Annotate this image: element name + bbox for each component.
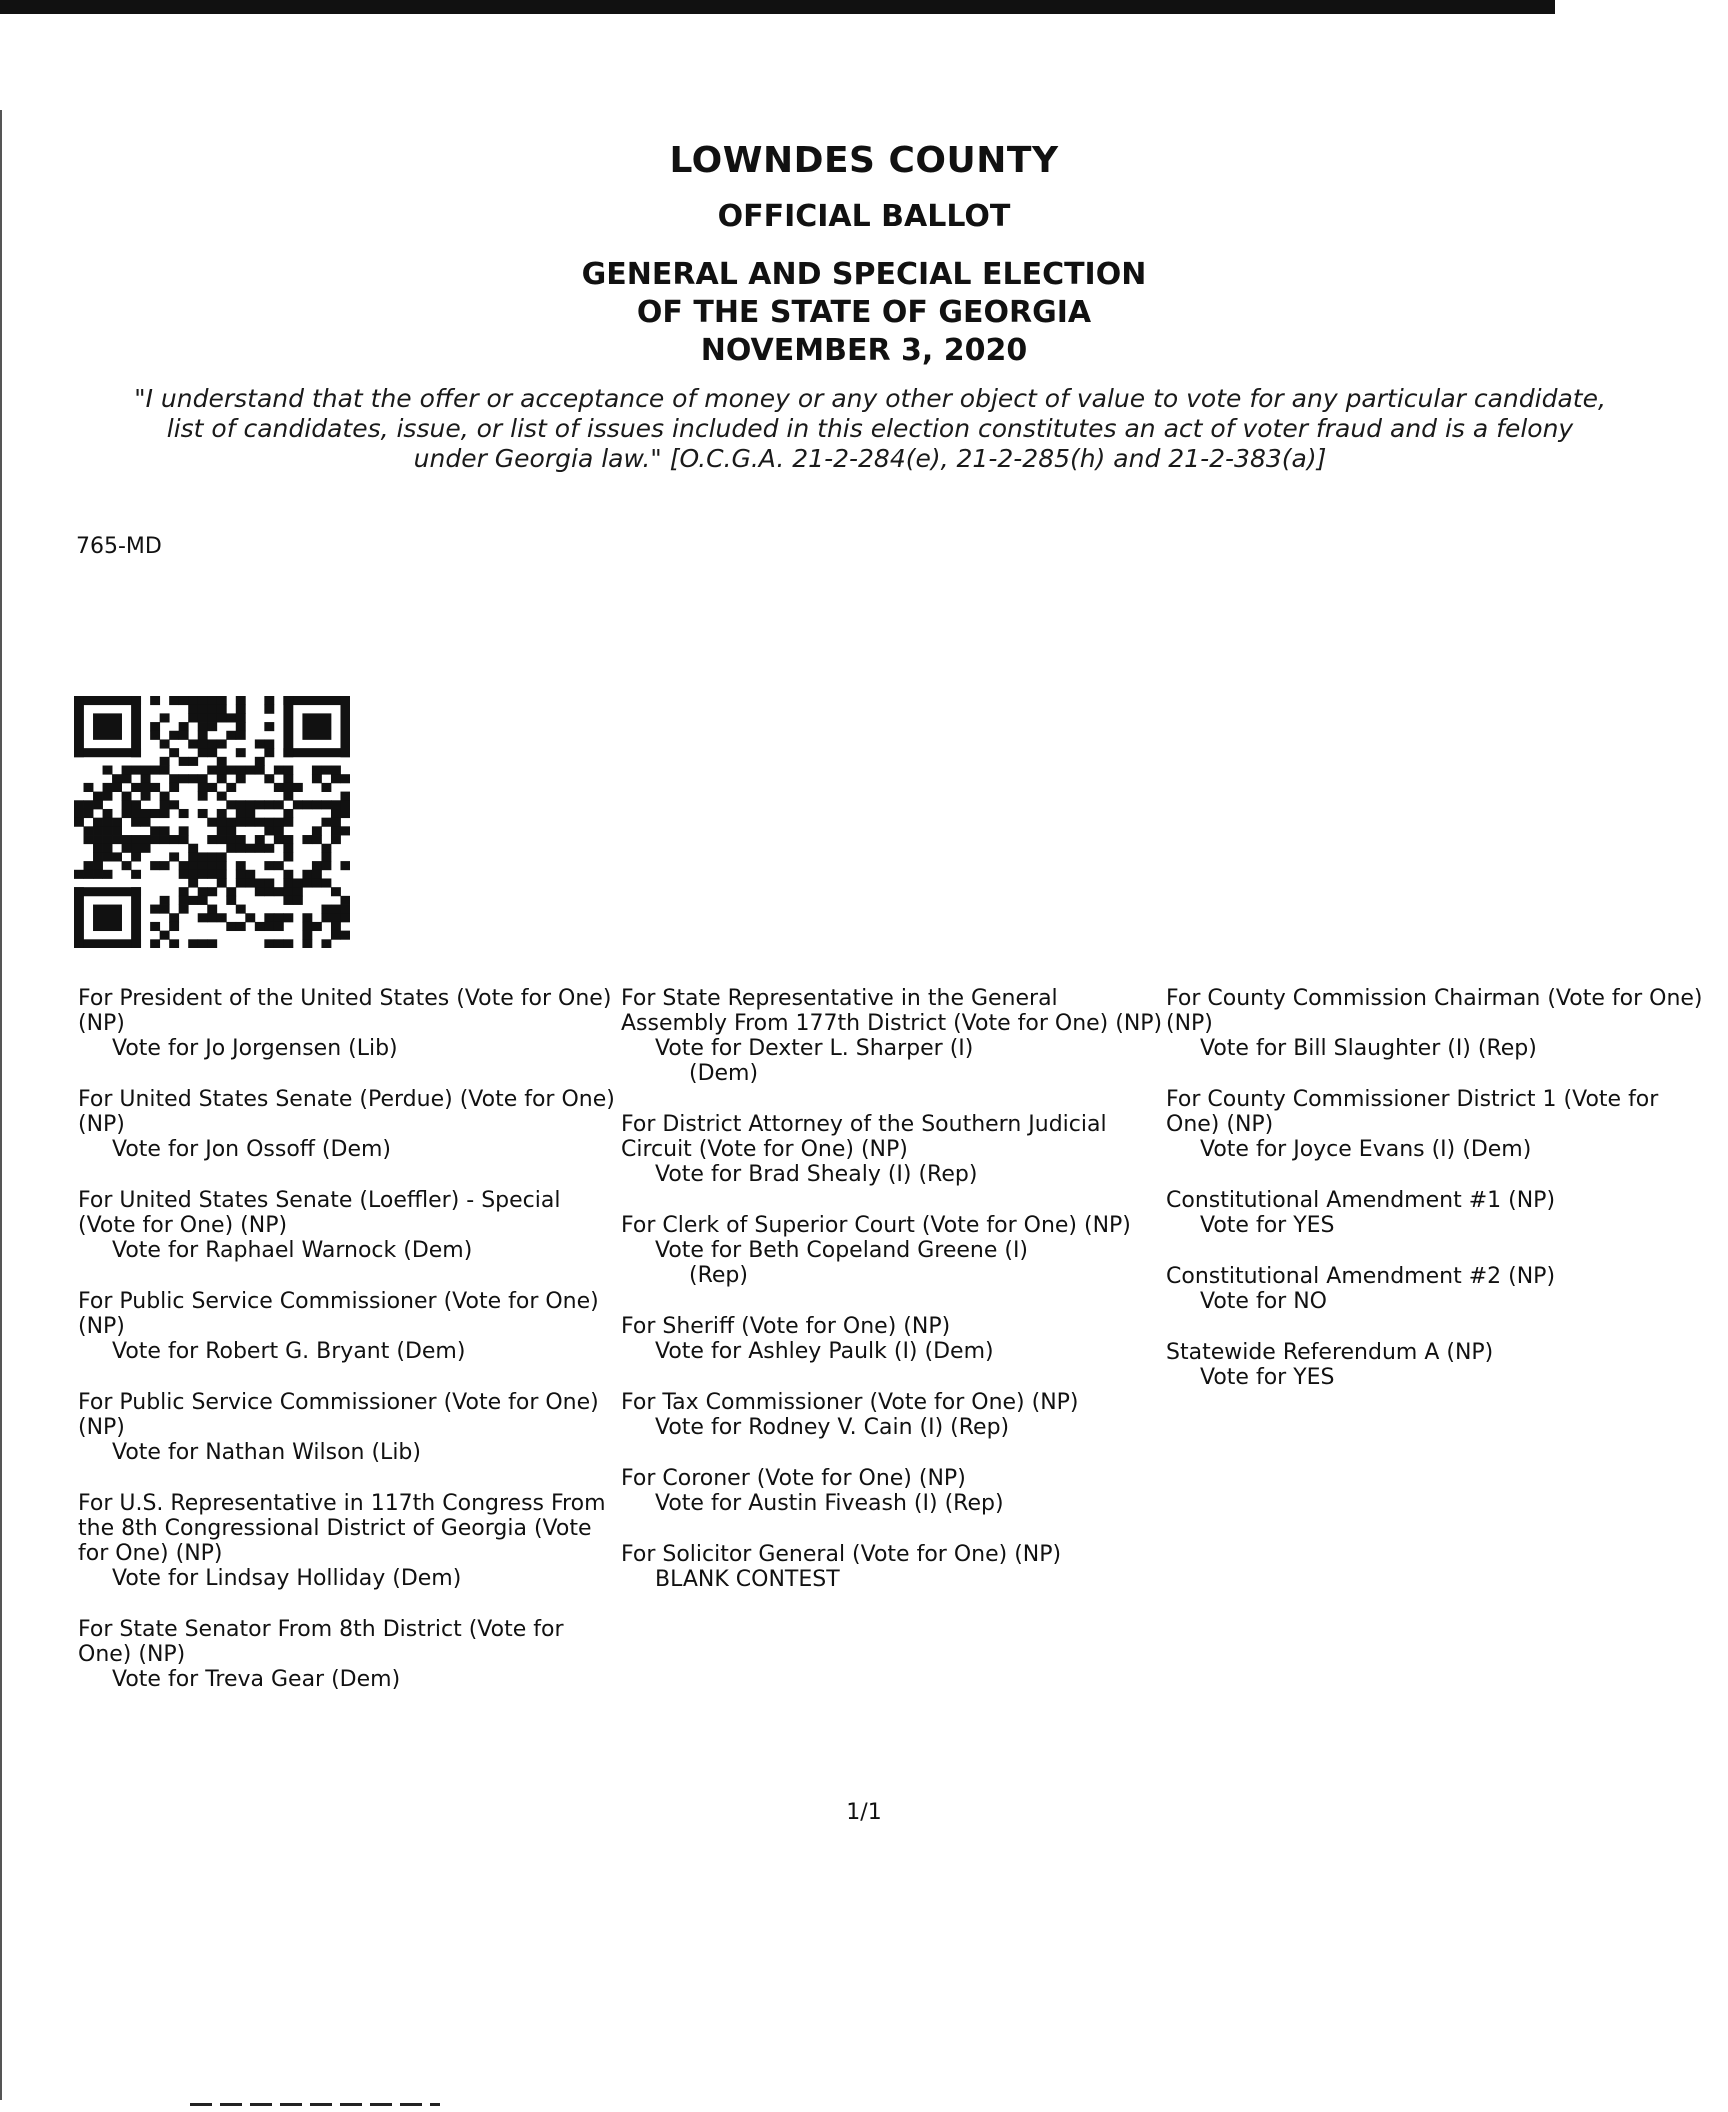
contest-selection: Vote for Lindsay Holliday (Dem): [112, 1566, 462, 1591]
contest: [78, 1390, 618, 1465]
contest-title: For County Commission Chairman (Vote for One) (NP): [1166, 986, 1703, 1036]
contest-title: For Sheriff (Vote for One) (NP): [621, 1314, 951, 1339]
contest-title: For U.S. Representative in 117th Congress From the 8th Congressional District of Georgia (Vote for One) (NP): [78, 1491, 606, 1566]
contest-title: For County Commissioner District 1 (Vote for One) (NP): [1166, 1087, 1659, 1137]
contest-selection: Vote for Brad Shealy (I) (Rep): [655, 1162, 978, 1187]
contest-title: For Public Service Commissioner (Vote for One) (NP): [78, 1390, 599, 1440]
contest-selection: Vote for Ashley Paulk (I) (Dem): [655, 1339, 994, 1364]
contest: [78, 1188, 618, 1263]
contest-title: For State Representative in the General Assembly From 177th District (Vote for One) (NP): [621, 986, 1163, 1036]
contest: [621, 1542, 1166, 1592]
contest-title: For Tax Commissioner (Vote for One) (NP): [621, 1390, 1079, 1415]
contest-title: Statewide Referendum A (NP): [1166, 1340, 1494, 1365]
contest-selection: Vote for Jon Ossoff (Dem): [112, 1137, 392, 1162]
contest: [1166, 1087, 1716, 1162]
contest-selection: Vote for NO: [1200, 1289, 1327, 1314]
election-line-2: OF THE STATE OF GEORGIA: [636, 295, 1092, 330]
contest-title: For Public Service Commissioner (Vote for One) (NP): [78, 1289, 599, 1339]
ballot-type: OFFICIAL BALLOT: [717, 199, 1011, 234]
qr-code-icon: [74, 696, 350, 948]
contest: [1166, 1264, 1716, 1314]
election-date: NOVEMBER 3, 2020: [700, 333, 1028, 368]
contest-title: For Clerk of Superior Court (Vote for One) (NP): [621, 1213, 1131, 1238]
contest-selection: Vote for Nathan Wilson (Lib): [112, 1440, 421, 1465]
contest-column-2: [621, 986, 1166, 1618]
scan-top-border: [0, 0, 1555, 14]
contest: [621, 986, 1166, 1086]
contest: [621, 1314, 1166, 1364]
contest-title: For United States Senate (Loeffler) - Special (Vote for One) (NP): [78, 1188, 561, 1238]
contest: [621, 1390, 1166, 1440]
contest-selection: Vote for Joyce Evans (I) (Dem): [1200, 1137, 1532, 1162]
page-number: 1/1: [846, 1800, 882, 1825]
contest-selection: Vote for Treva Gear (Dem): [112, 1667, 401, 1692]
contest: [621, 1466, 1166, 1516]
contest-selection: Vote for Jo Jorgensen (Lib): [112, 1036, 398, 1061]
contest: [78, 1289, 618, 1364]
contest-title: For Coroner (Vote for One) (NP): [621, 1466, 966, 1491]
contest-selection: Vote for Beth Copeland Greene (I): [655, 1238, 1029, 1263]
contest: [1166, 986, 1716, 1061]
contest-title: For State Senator From 8th District (Vote for One) (NP): [78, 1617, 564, 1667]
contest-selection: Vote for Raphael Warnock (Dem): [112, 1238, 473, 1263]
voter-oath: [70, 384, 1670, 474]
oath-line-1: "I understand that the offer or acceptance of money or any other object of value to vote for any particular candidate,: [134, 384, 1606, 413]
ballot-style-code: 765-MD: [76, 534, 162, 559]
contest-selection: Vote for Rodney V. Cain (I) (Rep): [655, 1415, 1010, 1440]
contest-selection-party: (Rep): [689, 1263, 748, 1288]
contest-column-3: [1166, 986, 1716, 1416]
ballot-header: [0, 140, 1728, 370]
contest-title: For District Attorney of the Southern Judicial Circuit (Vote for One) (NP): [621, 1112, 1107, 1162]
contest-title: Constitutional Amendment #2 (NP): [1166, 1264, 1556, 1289]
oath-line-2: list of candidates, issue, or list of issues included in this election constitutes an act of voter fraud and is a felony: [166, 414, 1574, 443]
contest: [78, 1617, 618, 1692]
oath-line-3: under Georgia law." [O.C.G.A. 21-2-284(e), 21-2-285(h) and 21-2-383(a)]: [413, 444, 1327, 473]
contest: [621, 1112, 1166, 1187]
contest-selection: Vote for YES: [1200, 1213, 1335, 1238]
election-line-1: GENERAL AND SPECIAL ELECTION: [581, 257, 1147, 292]
contest-title: For President of the United States (Vote for One) (NP): [78, 986, 612, 1036]
county-title: LOWNDES COUNTY: [669, 140, 1059, 181]
contest-title: For United States Senate (Perdue) (Vote for One) (NP): [78, 1087, 615, 1137]
contest: [1166, 1188, 1716, 1238]
contest: [78, 1491, 618, 1591]
contest: [1166, 1340, 1716, 1390]
contest-selection: Vote for Robert G. Bryant (Dem): [112, 1339, 466, 1364]
contest-selection: Vote for Dexter L. Sharper (I): [655, 1036, 974, 1061]
contest: [78, 1087, 618, 1162]
contest-column-1: [78, 986, 618, 1718]
contest-selection: Vote for YES: [1200, 1365, 1335, 1390]
scan-bottom-mark: [190, 2103, 440, 2106]
contest-title: Constitutional Amendment #1 (NP): [1166, 1188, 1556, 1213]
contest: [78, 986, 618, 1061]
contest-selection: Vote for Austin Fiveash (I) (Rep): [655, 1491, 1004, 1516]
contest-selection-party: (Dem): [689, 1061, 759, 1086]
contest-selection: Vote for Bill Slaughter (I) (Rep): [1200, 1036, 1537, 1061]
contest-selection: BLANK CONTEST: [655, 1567, 840, 1592]
contest: [621, 1213, 1166, 1288]
contest-title: For Solicitor General (Vote for One) (NP): [621, 1542, 1062, 1567]
